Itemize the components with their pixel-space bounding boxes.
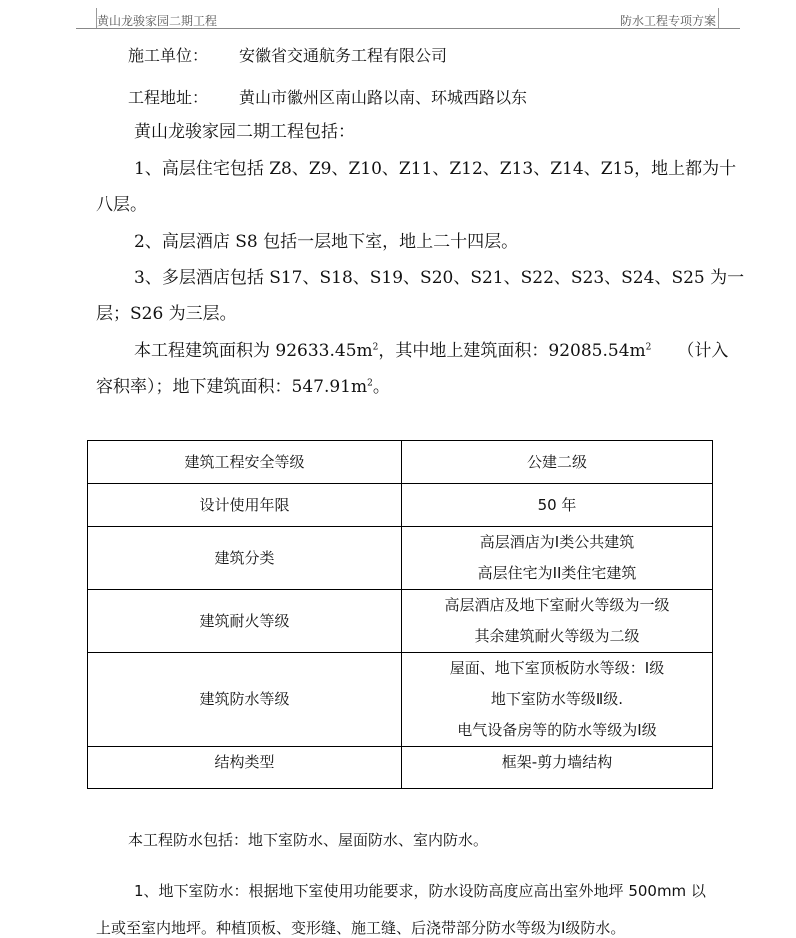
- header-tick-right: [718, 28, 740, 29]
- area-total-text: 本工程建筑面积为 92633.45: [134, 341, 357, 361]
- unit-sup: 2: [372, 342, 379, 353]
- header-project-title: 黄山龙骏家园二期工程: [97, 14, 218, 28]
- row-value: 电气设备房等的防水等级为Ⅰ级: [457, 721, 657, 739]
- header-corner-right: [718, 8, 719, 28]
- area-above-text: ，其中地上建筑面积：92085.54: [378, 341, 630, 361]
- item3-line2: 层；S26 为三层。: [96, 304, 237, 324]
- area-line2: [96, 372, 390, 397]
- row-label: 建筑耐火等级: [199, 611, 290, 630]
- unit-m2: m: [629, 341, 646, 361]
- row-value: 其余建筑耐火等级为二级: [474, 627, 640, 645]
- table-label-cell: [88, 590, 402, 653]
- table-value-cell: [402, 590, 713, 653]
- unit-sup: 2: [645, 342, 652, 353]
- row-value: 屋面、地下室顶板防水等级：Ⅰ级: [449, 659, 665, 677]
- row-value: 高层酒店及地下室耐火等级为一级: [444, 596, 670, 614]
- item2-text: 2、高层酒店 S8 包括一层地下室，地上二十四层。: [134, 232, 519, 252]
- row-value: 高层酒店为Ⅰ类公共建筑: [479, 533, 635, 551]
- item1-line2: 八层。: [96, 195, 147, 215]
- row-label: 建筑分类: [214, 548, 275, 567]
- unit-m2: m: [356, 341, 373, 361]
- item1-line1: 1、高层住宅包括 Z8、Z9、Z10、Z11、Z12、Z13、Z14、Z15，地上都为十: [134, 159, 737, 179]
- area-line1: [134, 336, 728, 361]
- table-label-cell: [88, 527, 402, 590]
- table-value-cell: [402, 441, 713, 484]
- basement-line1: 1、地下室防水：根据地下室使用功能要求，防水设防高度应高出室外地坪 500mm 以: [134, 882, 706, 900]
- row-label: 建筑工程安全等级: [184, 452, 305, 471]
- table-row: [88, 747, 713, 789]
- area-note-open: （计入: [677, 341, 729, 361]
- table-row: [88, 484, 713, 527]
- table-label-cell: [88, 653, 402, 747]
- scope-text: 本工程防水包括：地下室防水、屋面防水、室内防水。: [128, 831, 489, 849]
- unit-value: 安徽省交通航务工程有限公司: [239, 46, 448, 65]
- row-value: 50 年: [537, 495, 577, 514]
- header-doc-title: 防水工程专项方案: [619, 14, 716, 28]
- unit-m2: m: [350, 377, 368, 397]
- table-value-cell: [402, 484, 713, 527]
- item3-line1: 3、多层酒店包括 S17、S18、S19、S20、S21、S22、S23、S24、S25 为一: [134, 268, 745, 288]
- table-row: [88, 527, 713, 590]
- table-value-cell: [402, 527, 713, 590]
- basement-line2: 上或至室内地坪。种植顶板、变形缝、施工缝、后浇带部分防水等级为Ⅰ级防水。: [96, 919, 626, 937]
- intro-text: 黄山龙骏家园二期工程包括：: [134, 122, 355, 142]
- building-info-table: [87, 440, 713, 789]
- table-row: [88, 590, 713, 653]
- table-value-cell: [402, 653, 713, 747]
- table-label-cell: [88, 747, 402, 789]
- table-label-cell: [88, 441, 402, 484]
- table-value-cell: [402, 747, 713, 789]
- row-value: 框架-剪力墙结构: [501, 753, 613, 771]
- header-rule: [96, 28, 718, 29]
- area-below-text: 容积率）；地下建筑面积：547.91: [96, 377, 351, 397]
- address-label: 工程地址：: [128, 88, 209, 107]
- row-value: 高层住宅为ⅠⅠ类住宅建筑: [477, 564, 637, 582]
- row-value: 公建二级: [526, 452, 587, 471]
- row-label: 设计使用年限: [199, 495, 290, 514]
- address-value: 黄山市徽州区南山路以南、环城西路以东: [239, 88, 528, 107]
- unit-label: 施工单位：: [128, 46, 209, 65]
- header-tick-left: [76, 28, 96, 29]
- row-label: 建筑防水等级: [199, 690, 290, 708]
- row-label: 结构类型: [214, 753, 275, 771]
- area-end: 。: [372, 377, 390, 397]
- table-row: [88, 441, 713, 484]
- unit-sup: 2: [367, 378, 373, 389]
- table-label-cell: [88, 484, 402, 527]
- table-row: [88, 653, 713, 747]
- row-value: 地下室防水等级Ⅱ级.: [490, 690, 624, 708]
